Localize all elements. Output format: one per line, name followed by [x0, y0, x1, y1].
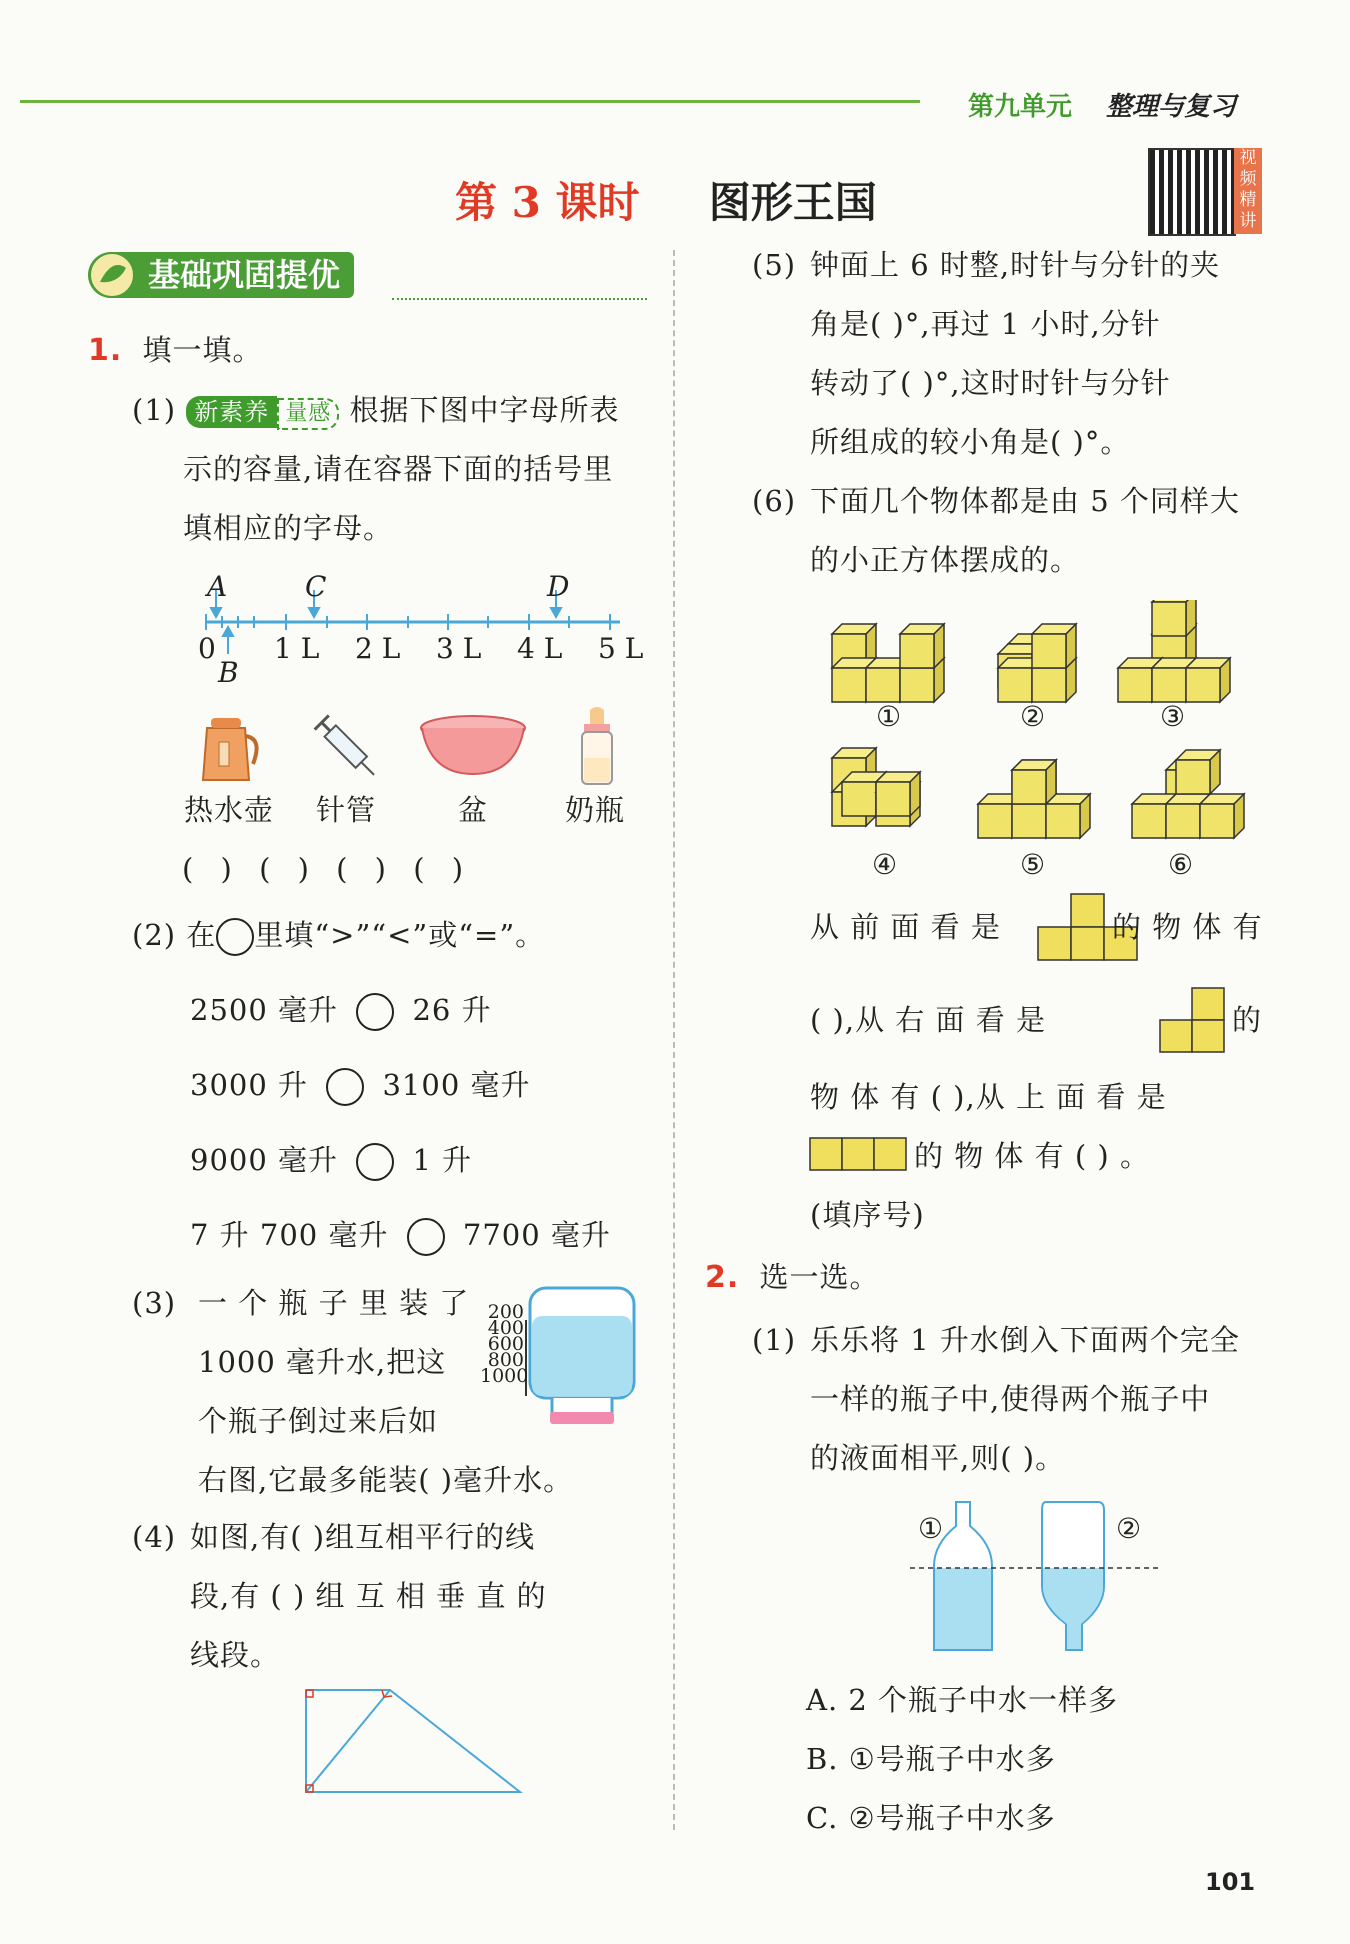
q1-2-label: (2)	[132, 918, 177, 952]
figure-label-1: ①	[876, 700, 902, 733]
inverted-bottle-figure	[522, 1286, 642, 1430]
qr-code[interactable]	[1148, 148, 1236, 236]
trapezoid-figure	[296, 1680, 526, 1800]
letter-C: C	[305, 570, 327, 603]
q2-text: 选一选。	[759, 1260, 880, 1294]
right-view-shape	[1158, 986, 1228, 1056]
compare-row-1	[190, 993, 492, 1031]
compare-right: 1 升	[412, 1143, 473, 1177]
option-A[interactable]: A. 2 个瓶子中水一样多	[806, 1683, 1119, 1717]
q1-6-line2: 的小正方体摆成的。	[810, 543, 1081, 577]
item-syringe: 针管	[316, 793, 377, 827]
tick-2L: 2 L	[355, 632, 401, 665]
tag-quantity-sense: 量感	[277, 398, 339, 430]
compare-left: 9000 毫升	[190, 1143, 339, 1177]
column-divider	[673, 250, 675, 1830]
compare-circle[interactable]	[356, 993, 394, 1031]
basin-icon	[418, 712, 528, 782]
right-view-text-b: 的	[1232, 1003, 1263, 1037]
q1-4-line1: 如图,有( )组互相平行的线	[190, 1520, 536, 1554]
lesson-name: 图形王国	[708, 178, 877, 227]
top-view-text-b: 的 物 体 有 ( ) 。	[914, 1139, 1150, 1173]
q1-1-text2: 示的容量,请在容器下面的括号里	[183, 452, 614, 486]
q1-5-line2: 角是( )°,再过 1 小时,分针	[810, 307, 1161, 341]
right-view-text-a: ( ),从 右 面 看 是	[810, 1003, 1046, 1037]
figure-4	[832, 748, 920, 826]
figure-label-4: ④	[872, 848, 898, 881]
compare-row-4	[190, 1218, 611, 1256]
page-title	[455, 170, 877, 230]
q1-3-line3: 个瓶子倒过来后如	[198, 1404, 439, 1438]
option-C[interactable]: C. ②号瓶子中水多	[806, 1801, 1056, 1835]
figure-label-2: ②	[1020, 700, 1046, 733]
unit-subtitle: 整理与复习	[1106, 92, 1237, 122]
option-B[interactable]: B. ①号瓶子中水多	[806, 1742, 1056, 1776]
top-view-text-a: 物 体 有 ( ),从 上 面 看 是	[810, 1080, 1167, 1114]
baby-bottle-icon	[572, 706, 622, 788]
q1-4-line3: 线段。	[190, 1638, 281, 1672]
q1-6-line1: 下面几个物体都是由 5 个同样大	[810, 484, 1240, 518]
compare-left: 3000 升	[190, 1068, 309, 1102]
q1-5-line4: 所组成的较小角是( )°。	[810, 425, 1131, 459]
compare-right: 26 升	[412, 993, 492, 1027]
question-1	[88, 335, 263, 366]
page-number: 101	[1205, 1868, 1256, 1896]
figure-1	[832, 624, 944, 702]
compare-left: 7 升 700 毫升	[190, 1218, 389, 1252]
q1-2-before: 在	[186, 918, 217, 952]
q1-1-text1: 根据下图中字母所表	[349, 393, 620, 427]
top-view-shape	[808, 1136, 910, 1172]
q1-1-text3: 填相应的字母。	[183, 511, 394, 545]
front-view-text-b: 的 物 体 有	[1112, 910, 1263, 944]
tick-5L: 5 L	[598, 632, 644, 665]
compare-right: 7700 毫升	[462, 1218, 611, 1252]
compare-left: 2500 毫升	[190, 993, 339, 1027]
bottle-2-label: ②	[1116, 1512, 1142, 1545]
scale-label: 600	[487, 1333, 524, 1355]
q1-6-note: (填序号)	[810, 1198, 925, 1232]
figure-label-5: ⑤	[1020, 848, 1046, 881]
scale-label: 200	[487, 1301, 524, 1323]
q1-1-label: (1)	[132, 393, 177, 427]
figure-6	[1132, 750, 1244, 838]
front-view-text-a: 从 前 面 看 是	[810, 910, 1001, 944]
q1-2-after: 里填“>”“<”或“=”。	[254, 918, 546, 952]
compare-circle[interactable]	[407, 1218, 445, 1256]
q1-1-line1	[132, 395, 620, 430]
bottle-1-label: ①	[918, 1512, 944, 1545]
circle-icon	[216, 918, 254, 956]
q1-4-label: (4)	[132, 1520, 177, 1554]
letter-D: D	[547, 570, 570, 603]
scale-label: 400	[487, 1317, 524, 1339]
q2-1-line2: 一样的瓶子中,使得两个瓶子中	[810, 1382, 1211, 1416]
tick-1L: 1 L	[274, 632, 320, 665]
syringe-icon	[310, 708, 390, 786]
q1-5-label: (5)	[752, 248, 797, 282]
item-basin: 盆	[458, 793, 489, 827]
figure-5	[978, 760, 1090, 838]
q1-3-label: (3)	[132, 1286, 177, 1320]
q1-3-line2: 1000 毫升水,把这	[198, 1345, 447, 1379]
question-2	[705, 1262, 880, 1293]
figure-2	[998, 624, 1076, 702]
unit-label: 第九单元	[968, 92, 1073, 122]
figure-label-3: ③	[1160, 700, 1186, 733]
q1-text: 填一填。	[142, 333, 263, 367]
letter-B: B	[218, 656, 239, 689]
tick-0: 0	[198, 632, 216, 665]
q1-number: 1.	[88, 333, 123, 368]
scale-label: 1000	[480, 1365, 529, 1387]
q1-3-line1: 一 个 瓶 子 里 装 了	[198, 1286, 470, 1320]
lesson-number: 第 3 课时	[455, 178, 640, 227]
q1-5-line3: 转动了( )°,这时时针与分针	[810, 366, 1171, 400]
figure-3	[1118, 600, 1230, 702]
compare-row-3	[190, 1143, 472, 1181]
figure-label-6: ⑥	[1168, 848, 1194, 881]
compare-circle[interactable]	[326, 1068, 364, 1106]
tick-3L: 3 L	[436, 632, 482, 665]
bottle-scale	[480, 1301, 529, 1387]
q1-4-line2: 段,有 ( ) 组 互 相 垂 直 的	[190, 1579, 547, 1613]
section-badge: 基础巩固提优	[88, 252, 354, 298]
compare-row-2	[190, 1068, 531, 1106]
q2-1-line3: 的液面相平,则( )。	[810, 1441, 1066, 1475]
kettle-icon	[195, 708, 265, 786]
q1-6-label: (6)	[752, 484, 797, 518]
compare-circle[interactable]	[356, 1143, 394, 1181]
q2-number: 2.	[705, 1260, 740, 1295]
section-underline	[392, 298, 647, 300]
leaf-icon	[84, 250, 140, 300]
q2-1-label: (1)	[752, 1323, 797, 1357]
letter-A: A	[207, 570, 228, 603]
tag-new-literacy: 新素养	[186, 396, 277, 428]
scale-label: 800	[487, 1349, 524, 1371]
item-kettle: 热水壶	[184, 793, 275, 827]
q1-2-prompt	[132, 918, 545, 956]
q1-5-line1: 钟面上 6 时整,时针与分针的夹	[810, 248, 1221, 282]
header-rule	[20, 100, 920, 103]
compare-right: 3100 毫升	[382, 1068, 531, 1102]
q1-1-answer-blanks[interactable]: ( ) ( ) ( ) ( )	[182, 852, 473, 886]
item-baby-bottle: 奶瓶	[565, 793, 626, 827]
q1-3-line4: 右图,它最多能装( )毫升水。	[198, 1463, 574, 1497]
tick-4L: 4 L	[517, 632, 563, 665]
q2-1-line1: 乐乐将 1 升水倒入下面两个完全	[810, 1323, 1240, 1357]
video-tag[interactable]: 视频精讲	[1234, 148, 1262, 234]
cube-figures	[820, 600, 1260, 870]
